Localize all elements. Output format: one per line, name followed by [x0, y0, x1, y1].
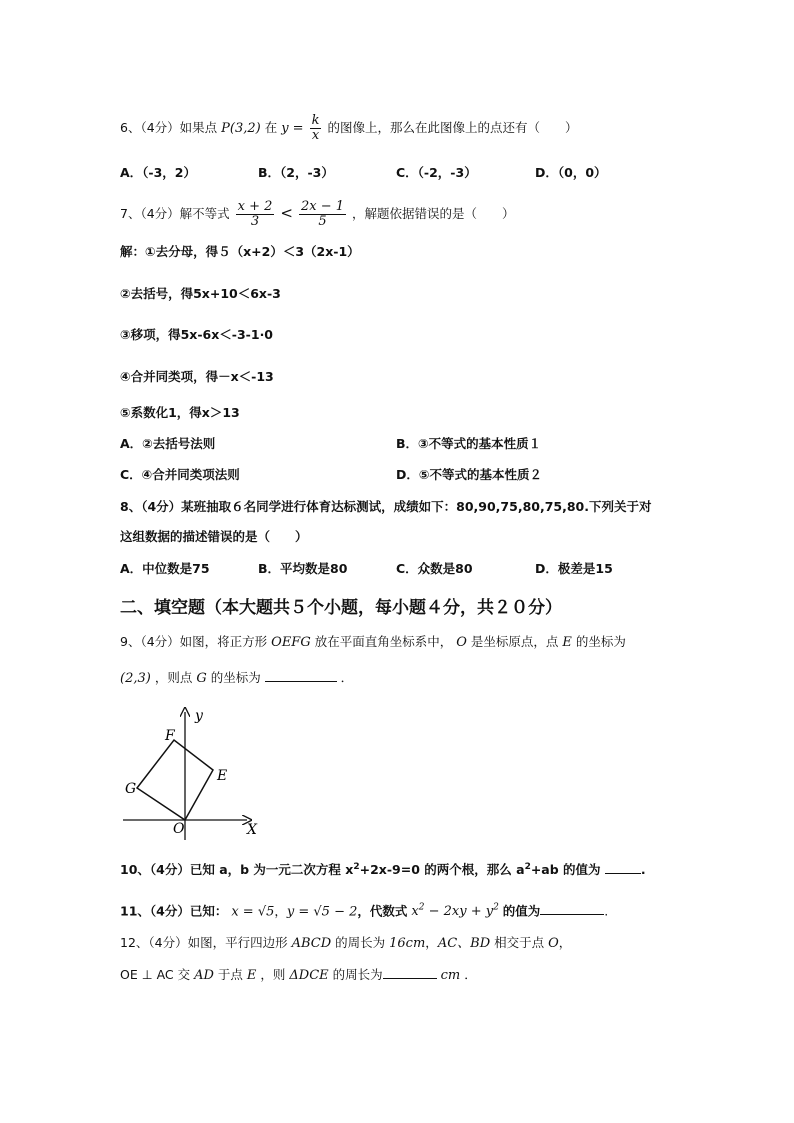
- label-g: G: [125, 781, 137, 797]
- q9-e-coords: (2,3): [120, 671, 151, 686]
- q10-p3: +ab 的值为: [530, 862, 601, 878]
- q12-point-e: E: [246, 968, 257, 983]
- label-f: F: [165, 728, 175, 744]
- q7-lhs-den: 3: [250, 214, 260, 229]
- q10-sup1: 2: [353, 862, 360, 872]
- q11-stem: [120, 898, 608, 922]
- q9-square-name: OEFG: [271, 635, 311, 650]
- label-e: E: [217, 768, 228, 784]
- q12-p3: ，: [425, 935, 438, 950]
- q7-suffix: ，解题依据错误的是（ ）: [351, 206, 515, 221]
- label-x: X: [247, 822, 257, 838]
- q11-p1: 11、（4分）已知：: [120, 903, 228, 919]
- q12-point-o: O: [548, 936, 559, 951]
- q7-step-1: 解：①去分母，得５（x+2）＜3（2x-1）: [120, 244, 360, 259]
- q9-answer-blank[interactable]: [265, 669, 337, 682]
- q9-origin-name: O: [456, 635, 467, 650]
- q9-p4: 的坐标为: [575, 634, 626, 649]
- q10-sup2: 2: [524, 862, 531, 872]
- square-oefg: [137, 740, 213, 820]
- q6-mid: 在: [264, 120, 278, 135]
- q7-lhs-fraction: [236, 200, 275, 229]
- q12-line2-d: ，则: [260, 967, 286, 982]
- q12-stem-line-1: [120, 933, 571, 954]
- q12-end: ．: [464, 967, 477, 982]
- q6-prefix: 6、（4分）如果点: [120, 120, 218, 135]
- q6-option-c: C．（-2，-3）: [396, 165, 477, 180]
- q11-y-expr: y = √5 − 2: [286, 904, 358, 920]
- q10-stem: [120, 857, 646, 880]
- q9-stem-line-1: [120, 632, 626, 653]
- q12-perimeter: 16cm: [389, 936, 426, 951]
- q7-rhs-fraction: [299, 200, 346, 229]
- q11-expr-b: − 2xy + y: [424, 904, 494, 920]
- q7-lhs-num: x + 2: [237, 199, 273, 214]
- q9-point-g: G: [196, 671, 207, 686]
- q12-oe-perp: OE ⊥ AC: [120, 967, 174, 982]
- q12-p4: 相交于点: [494, 935, 545, 950]
- label-y: y: [195, 708, 203, 724]
- q8-line-1: 8、（4分）某班抽取６名同学进行体育达标测试，成绩如下：80,90,75,80,75,80.下列关于对: [120, 499, 652, 514]
- q10-p2: +2x-9=0 的两个根，那么 a: [359, 862, 525, 878]
- q6-suffix: 的图像上，那么在此图像上的点还有（ ）: [327, 120, 578, 135]
- q11-comma: ，: [274, 903, 287, 919]
- q12-line2-b: 交: [177, 967, 191, 982]
- q7-option-d: D．⑤不等式的基本性质２: [396, 467, 542, 482]
- q7-stem: [120, 200, 514, 229]
- q11-p3: 的值为: [502, 903, 541, 919]
- q7-option-b: B．③不等式的基本性质１: [396, 436, 542, 451]
- q7-step-5: ⑤系数化1，得x＞13: [120, 405, 240, 420]
- q9-p2: 放在平面直角坐标系中，: [314, 634, 453, 649]
- q11-expr: [411, 904, 498, 919]
- q12-p2: 的周长为: [335, 935, 386, 950]
- section-2-heading: 二、填空题（本大题共５个小题，每小题４分，共２０分）: [120, 598, 562, 618]
- q9-p6: 的坐标为: [210, 670, 261, 685]
- q12-diagonals: AC、BD: [437, 936, 491, 951]
- q11-p2: ，代数式: [357, 903, 408, 919]
- q10-answer-blank[interactable]: [605, 861, 641, 874]
- q7-prefix: 7、（4分）解不等式: [120, 206, 230, 221]
- q6-func-lhs: y =: [281, 121, 304, 136]
- q12-p5: ，: [558, 935, 572, 950]
- q7-step-2: ②去括号，得5x+10＜6x-3: [120, 286, 281, 301]
- q12-abcd: ABCD: [291, 936, 332, 951]
- q6-option-b: B．（2，-3）: [258, 165, 334, 180]
- q10-p1: 10、（4分）已知 a，b 为一元二次方程 x: [120, 862, 354, 878]
- q11-sup-a: 2: [418, 903, 425, 913]
- q7-rhs-num: 2x − 1: [300, 199, 344, 214]
- q11-answer-blank[interactable]: [540, 902, 604, 915]
- q12-stem-line-2: [120, 965, 477, 986]
- q8-option-c: C．众数是80: [396, 561, 473, 576]
- q9-point-e: E: [562, 635, 572, 650]
- q9-stem-line-2: [120, 668, 353, 689]
- q10-end: .: [640, 862, 646, 878]
- q12-p1: 12、（4分）如图，平行四边形: [120, 935, 288, 950]
- q12-unit: cm: [440, 968, 461, 983]
- q7-option-c: C．④合并同类项法则: [120, 467, 240, 482]
- q8-option-b: B．平均数是80: [258, 561, 348, 576]
- q11-expr-a: x: [411, 904, 419, 920]
- q11-x-expr: x = √5: [231, 904, 275, 920]
- q8-option-d: D．极差是15: [535, 561, 613, 576]
- q6-fraction: [310, 114, 322, 143]
- q9-p5: ，则点: [154, 670, 193, 685]
- q12-triangle-dce: ΔDCE: [289, 968, 329, 983]
- q12-answer-blank[interactable]: [383, 966, 437, 979]
- q7-step-4: ④合并同类项，得－x＜-13: [120, 369, 274, 384]
- q6-frac-num: k: [311, 113, 320, 128]
- q7-lt: <: [280, 204, 293, 222]
- q12-line2-c: 于点: [217, 967, 243, 982]
- q9-p3: 是坐标原点，点: [470, 634, 559, 649]
- q9-p1: 9、（4分）如图，将正方形: [120, 634, 268, 649]
- q9-figure: [115, 700, 265, 845]
- q11-end: .: [604, 903, 609, 919]
- q8-line-2: 这组数据的描述错误的是（ ）: [120, 529, 308, 544]
- q6-frac-den: x: [311, 128, 320, 143]
- q12-line2-e: 的周长为: [332, 967, 383, 982]
- q7-rhs-den: 5: [318, 214, 327, 229]
- q8-option-a: A．中位数是75: [120, 561, 210, 576]
- q6-option-d: D．（0，0）: [535, 165, 607, 180]
- q6-option-a: A．（-3，2）: [120, 165, 197, 180]
- q11-sup-b: 2: [493, 903, 499, 913]
- label-o: O: [173, 821, 185, 837]
- q9-end: ．: [340, 670, 354, 685]
- q6-stem: [120, 114, 577, 143]
- q7-option-a: A．②去括号法则: [120, 436, 216, 451]
- q12-ad: AD: [194, 968, 214, 983]
- q7-step-3: ③移项，得5x-6x＜-3-1·0: [120, 327, 274, 342]
- q6-point: P(3,2): [221, 121, 261, 136]
